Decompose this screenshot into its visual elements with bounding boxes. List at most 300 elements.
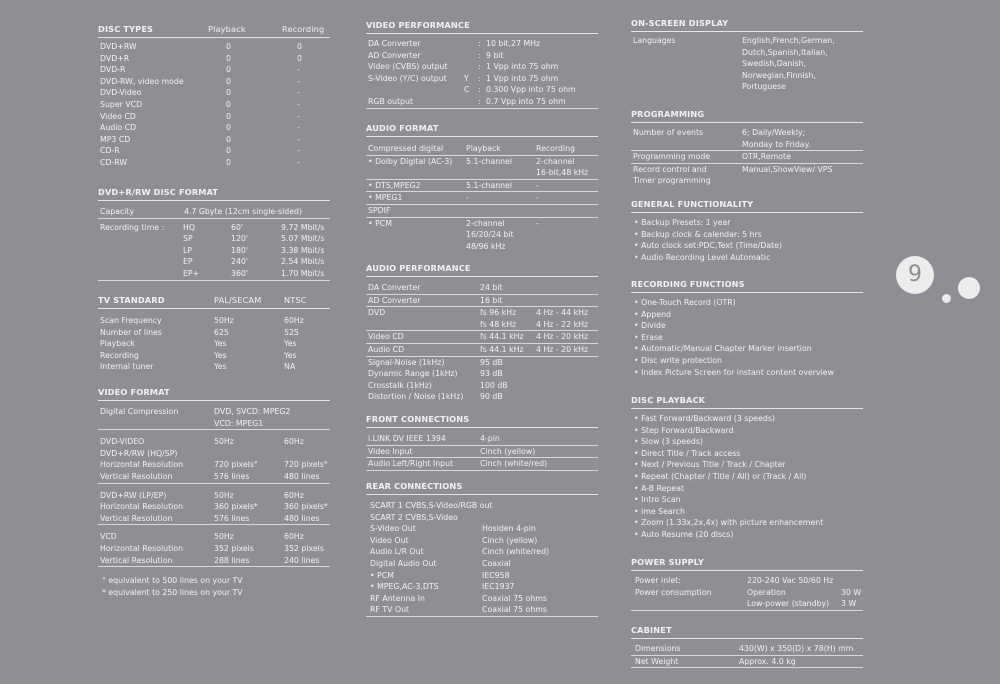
note-2-text: * equivalent to 250 lines on your TV (102, 587, 243, 597)
af-recording: 16-bit,48 kHz (536, 168, 589, 178)
vf-row-ntsc: 480 lines (284, 513, 320, 523)
af-name: • Dolby Digital (AC-3) (368, 156, 453, 166)
note-1-text: ° equivalent to 500 lines on your TV (102, 576, 243, 586)
recording-modes (98, 222, 330, 281)
vp-name: AD Converter (368, 50, 421, 60)
vf-row-ntsc: 360 pixels* (284, 502, 328, 512)
vf-row-ntsc: 60Hz (284, 437, 304, 447)
tv-standard-row (98, 327, 330, 339)
ap-name: Video CD (368, 332, 404, 342)
vp-value: 0.7 Vpp into 75 ohm (486, 96, 566, 106)
front-connections-list (366, 433, 598, 471)
recording-list (631, 297, 863, 378)
list-item-text: • Erase (634, 332, 663, 342)
vf-row-name: Vertical Resolution (100, 555, 173, 565)
ap-name: Dynamic Range (1kHz) (368, 369, 458, 379)
tv-row-ntsc: 525 (284, 327, 299, 337)
disc-type-playback: 0 (226, 146, 231, 156)
col-ntsc: NTSC (284, 295, 307, 305)
dc-label: Digital Compression (100, 407, 179, 416)
fc-value: Cinch (white/red) (480, 459, 548, 469)
audio-format-row (366, 156, 598, 168)
section-title: GENERAL FUNCTIONALITY (631, 199, 863, 213)
prog-value: Monday to Friday. (742, 139, 811, 149)
vf-row-pal: 576 lines (214, 513, 250, 523)
vf-row-pal: 352 pixels (214, 543, 254, 553)
af-recording: - (536, 218, 539, 228)
disc-type-playback: 0 (226, 53, 231, 63)
fc-value: 4-pin (480, 434, 500, 443)
vp-value: 10 bit,27 MHz (486, 39, 541, 48)
vf-row-ntsc: 60Hz (284, 532, 304, 542)
video-format-group (98, 436, 330, 483)
ap-value: fs 96 kHz (480, 308, 517, 318)
rc-name: • PCM (370, 570, 394, 580)
video-performance-list (366, 38, 598, 109)
cabinet-value: Approx. 4.0 kg (739, 656, 796, 666)
capacity-value: 4.7 Gbyte (12cm single-sided) (184, 207, 303, 216)
recording-mode-row (98, 233, 330, 245)
audio-format-list (366, 156, 598, 253)
power-watts: 3 W (841, 599, 857, 609)
ap-value: fs 44.1 kHz (480, 344, 524, 354)
programming-row (631, 164, 863, 176)
rc-name: RF TV Out (370, 605, 410, 615)
vp-sep: : (478, 85, 481, 95)
audio-performance-row (366, 344, 598, 357)
list-item-text: • One-Touch Record (OTR) (634, 298, 736, 307)
vp-name: RGB output (368, 96, 414, 106)
note-1 (98, 575, 330, 587)
mode-name: EP (183, 257, 193, 267)
vf-row-pal: 576 lines (214, 471, 250, 481)
tv-row-name: Number of lines (100, 327, 162, 337)
disc-type-recording: - (297, 99, 300, 109)
vp-value: 1 Vpp into 75 ohm (486, 62, 559, 72)
vf-row-pal: 288 lines (214, 555, 250, 565)
disc-type-playback: 0 (226, 65, 231, 75)
disc-type-recording: - (297, 134, 300, 144)
language-line: Swedish,Danish, (742, 59, 807, 69)
vf-row-pal: 50Hz (214, 437, 234, 447)
rear-connection-row (366, 500, 598, 512)
ap-name: DA Converter (368, 283, 421, 292)
section-title: TV STANDARD (98, 295, 165, 305)
section-title: AUDIO FORMAT (366, 123, 598, 137)
disc-type-name: DVD+RW (100, 42, 137, 51)
vf-row-name: DVD-VIDEO (100, 437, 145, 447)
disc-format-section (98, 187, 330, 281)
ap-name: Signal-Noise (1kHz) (368, 357, 445, 367)
disc-type-row (98, 122, 330, 134)
fc-name: i.LINK DV IEEE 1394 (368, 434, 446, 443)
audio-performance-row (366, 282, 598, 295)
cabinet-name: Net Weight (635, 656, 679, 666)
rc-name: Video Out (370, 535, 409, 545)
rc-name: SCART 1 CVBS,S-Video/RGB out (370, 501, 493, 510)
af-name: • DTS,MPEG2 (368, 180, 421, 190)
rear-connection-row (366, 523, 598, 535)
programming-row (631, 175, 863, 187)
mode-time: 180' (231, 245, 249, 255)
tv-standard-section (98, 295, 330, 373)
disc-type-playback: 0 (226, 123, 231, 133)
list-item (631, 483, 863, 495)
cabinet-name: Dimensions (635, 644, 681, 653)
rc-value: Hosiden 4-pin (482, 524, 536, 534)
list-item (631, 529, 863, 541)
section-title: PROGRAMMING (631, 109, 863, 123)
mode-rate: 9.72 Mbit/s (281, 222, 325, 232)
video-format-group (98, 490, 330, 526)
prog-name: Programming mode (633, 152, 711, 162)
col-playback: Playback (208, 24, 246, 34)
audio-performance-row (366, 307, 598, 319)
tv-row-pal: 50Hz (214, 316, 234, 325)
af-playback: 48/96 kHz (466, 241, 506, 251)
list-item-text: • Step Forward/Backward (634, 425, 734, 435)
section-title: DVD+R/RW DISC FORMAT (98, 187, 330, 201)
disc-type-row (98, 53, 330, 65)
playback-section (631, 395, 863, 541)
section-title: VIDEO FORMAT (98, 387, 330, 401)
vp-value: 1 Vpp into 75 ohm (486, 73, 559, 83)
power-list (631, 575, 863, 611)
fc-name: Video Input (368, 446, 413, 456)
mode-rate: 5.07 Mbit/s (281, 234, 325, 244)
vf-row-name: Vertical Resolution (100, 513, 173, 523)
tv-standard-row (98, 350, 330, 362)
osd-languages (631, 35, 863, 97)
vp-value: 0.300 Vpp into 75 ohm (486, 85, 576, 95)
audio-format-row (366, 218, 598, 230)
disc-type-playback: 0 (226, 134, 231, 144)
video-performance-section (366, 20, 598, 109)
list-item-text: • Index Picture Screen for instant content overview (634, 367, 834, 377)
video-format-row (98, 501, 330, 513)
af-playback: 2-channel (466, 218, 505, 228)
disc-type-name: Audio CD (100, 123, 137, 133)
mode-name: LP (183, 245, 193, 255)
list-item-text: • Slow (3 speeds) (634, 437, 703, 447)
disc-type-playback: 0 (226, 88, 231, 98)
vp-value: 9 bit (486, 50, 504, 60)
section-title: VIDEO PERFORMANCE (366, 20, 598, 34)
power-row (631, 587, 863, 599)
list-item (631, 413, 863, 425)
video-format-group (98, 531, 330, 567)
video-format-row (98, 555, 330, 568)
video-format-row (98, 459, 330, 471)
prog-value: 6; Daily/Weekly; (742, 128, 806, 137)
tv-row-name: Recording (100, 350, 139, 360)
vf-row-ntsc: 60Hz (284, 490, 304, 500)
vp-name: DA Converter (368, 39, 421, 48)
list-item (631, 494, 863, 506)
disc-type-recording: - (297, 88, 300, 98)
ap-name: Audio CD (368, 344, 405, 354)
ap-name: AD Converter (368, 295, 421, 305)
tv-row-name: Scan Frequency (100, 316, 162, 325)
disc-types-section (98, 24, 330, 169)
rc-value: Cinch (yellow) (482, 535, 538, 545)
list-item (631, 517, 863, 529)
rc-name: Audio L/R Out (370, 547, 424, 557)
dc-value-1: DVD, SVCD: MPEG2 (214, 407, 291, 416)
disc-type-row (98, 64, 330, 76)
digital-compression-row (98, 406, 330, 418)
list-item (631, 448, 863, 460)
list-item-text: • Auto clock set:PDC,Text (Time/Date) (634, 241, 783, 251)
list-item-text: • A-B Repeat (634, 483, 685, 493)
audio-performance-row (366, 331, 598, 344)
cabinet-row (631, 656, 863, 669)
col-recording: Recording (536, 144, 575, 153)
language-line: English,French,German, (742, 36, 835, 45)
tv-row-ntsc: Yes (284, 339, 297, 349)
rc-value: Coaxial 75 ohms (482, 605, 547, 615)
vp-sub: C (464, 85, 470, 95)
tv-row-ntsc: NA (284, 362, 296, 372)
rear-connection-row (366, 535, 598, 547)
disc-type-playback: 0 (226, 111, 231, 121)
vf-row-ntsc: 720 pixels° (284, 460, 328, 470)
vf-row-ntsc: 480 lines (284, 471, 320, 481)
fc-name: Audio Left/Right Input (368, 459, 454, 469)
vp-sep: : (478, 73, 481, 83)
tv-standard-row (98, 338, 330, 350)
ap-name: Crosstalk (1kHz) (368, 380, 432, 390)
rc-value: IEC958 (482, 570, 510, 580)
audio-performance-section (366, 263, 598, 403)
af-name: • MPEG1 (368, 193, 403, 203)
rc-value: Coaxial 75 ohms (482, 593, 547, 603)
power-row (631, 598, 863, 611)
disc-type-playback: 0 (226, 99, 231, 109)
mode-time: 60' (231, 222, 244, 232)
prog-name: Record control and (633, 164, 707, 174)
video-format-section (98, 387, 330, 598)
power-value: 220-240 Vac 50/60 Hz (747, 576, 834, 585)
tv-row-name: Internal tuner (100, 362, 154, 372)
col-recording: Recording (282, 24, 325, 34)
audio-format-row (366, 167, 598, 180)
list-item (631, 425, 863, 437)
section-title: CABINET (631, 625, 863, 639)
disc-type-row (98, 145, 330, 157)
ap-value: 95 dB (480, 357, 503, 367)
rc-value: Cinch (white/red) (482, 547, 550, 557)
rc-name: S-Video Out (370, 524, 416, 534)
audio-format-row (366, 180, 598, 193)
power-section (631, 557, 863, 611)
list-item-text: • Audio Recording Level Automatic (634, 252, 771, 262)
disc-type-recording: - (297, 146, 300, 156)
list-item (631, 297, 863, 309)
vp-sep: : (478, 50, 481, 60)
ap-value: fs 48 kHz (480, 319, 517, 329)
mode-time: 240' (231, 257, 249, 267)
audio-performance-list (366, 282, 598, 403)
video-performance-row (366, 38, 598, 50)
rc-value: IEC1937 (482, 582, 515, 592)
section-title: ON-SCREEN DISPLAY (631, 18, 863, 32)
mode-name: HQ (183, 222, 195, 232)
vp-sep: : (478, 39, 481, 48)
disc-type-name: Super VCD (100, 99, 143, 109)
vf-row-name: Horizontal Resolution (100, 502, 184, 512)
af-playback: - (466, 193, 469, 203)
tv-row-pal: 625 (214, 327, 229, 337)
list-item-text: • ime Search (634, 506, 685, 516)
languages-label: Languages (633, 36, 676, 45)
col-compressed: Compressed digital (368, 144, 444, 153)
front-connection-row (366, 446, 598, 459)
video-format-row (98, 471, 330, 484)
tv-row-pal: Yes (214, 350, 227, 360)
list-item (631, 320, 863, 332)
vf-row-name: Horizontal Resolution (100, 460, 184, 470)
tv-row-ntsc: Yes (284, 350, 297, 360)
audio-format-row (366, 205, 598, 218)
disc-type-name: DVD-Video (100, 88, 142, 98)
video-format-groups (98, 436, 330, 567)
vf-row-pal: 360 pixels* (214, 502, 258, 512)
audio-format-row (366, 229, 598, 241)
rear-connection-row (366, 570, 598, 582)
video-performance-row (366, 50, 598, 62)
power-row (631, 575, 863, 587)
disc-type-name: MP3 CD (100, 134, 131, 144)
list-item (631, 506, 863, 518)
tv-row-name: Playback (100, 339, 135, 349)
disc-type-row (98, 87, 330, 99)
rc-name: Digital Audio Out (370, 558, 437, 568)
disc-type-name: DVD+R (100, 53, 130, 63)
list-item-text: • Fast Forward/Backward (3 speeds) (634, 414, 775, 423)
audio-format-section (366, 123, 598, 252)
decorative-dot-small (942, 294, 951, 303)
vf-row-ntsc: 240 lines (284, 555, 320, 565)
disc-type-playback: 0 (226, 42, 231, 51)
ap-name: DVD (368, 308, 386, 318)
general-list (631, 217, 863, 263)
language-line: Dutch,Spanish,Italian, (742, 47, 828, 57)
disc-type-name: Video CD (100, 111, 136, 121)
list-item-text: • Zoom (1.33x,2x,4x) with picture enhancement (634, 518, 824, 528)
recording-mode-row (98, 222, 330, 234)
audio-format-header-row (366, 143, 598, 156)
video-performance-row (366, 96, 598, 109)
vf-row-pal: 50Hz (214, 490, 234, 500)
ap-value: 24 bit (480, 283, 503, 292)
power-value: Low-power (standby) (747, 599, 830, 609)
list-item (631, 355, 863, 367)
disc-type-recording: 0 (297, 42, 302, 51)
list-item-text: • Intro Scan (634, 495, 681, 505)
col-pal: PAL/SECAM (214, 295, 262, 305)
list-item (631, 217, 863, 229)
disc-type-playback: 0 (226, 76, 231, 86)
recording-section (631, 279, 863, 378)
af-recording: - (536, 193, 539, 203)
list-item (631, 309, 863, 321)
capacity-row (98, 206, 330, 218)
list-item (631, 459, 863, 471)
disc-type-playback: 0 (226, 157, 231, 167)
ap-name: Distortion / Noise (1kHz) (368, 392, 464, 402)
list-item (631, 240, 863, 252)
list-item-text: • Automatic/Manual Chapter Marker insertion (634, 344, 812, 354)
power-watts: 30 W (841, 587, 862, 597)
rc-name: • MPEG,AC-3,DTS (370, 582, 439, 592)
cabinet-row (631, 643, 863, 656)
digital-compression-row-2 (98, 418, 330, 431)
vf-row-name: Horizontal Resolution (100, 543, 184, 553)
disc-types-header (98, 24, 330, 38)
list-item-text: • Divide (634, 321, 666, 331)
disc-type-recording: - (297, 65, 300, 75)
disc-type-recording: - (297, 111, 300, 121)
disc-type-row (98, 134, 330, 146)
section-title: FRONT CONNECTIONS (366, 414, 598, 428)
tv-row-ntsc: 60Hz (284, 316, 304, 325)
list-item (631, 343, 863, 355)
disc-type-name: DVD-R (100, 65, 126, 75)
prog-name: Number of events (633, 128, 704, 137)
list-item-text: • Backup Presets: 1 year (634, 218, 731, 227)
ap-value: 90 dB (480, 392, 503, 402)
video-format-row (98, 531, 330, 543)
language-line: Portuguese (742, 82, 786, 92)
power-name: Power inlet: (635, 576, 681, 585)
vf-row-pal: 50Hz (214, 532, 234, 542)
video-format-row (98, 436, 330, 448)
disc-type-recording: - (297, 76, 300, 86)
osd-section (631, 18, 863, 97)
power-name: Power consumption (635, 587, 712, 597)
disc-type-name: DVD-RW, video mode (100, 76, 184, 86)
front-connection-row (366, 458, 598, 471)
af-name: SPDIF (368, 205, 391, 215)
mode-time: 360' (231, 268, 249, 278)
disc-type-name: CD-RW (100, 157, 128, 167)
vf-row-pal: 720 pixels° (214, 460, 258, 470)
vp-name: Video (CVBS) output (368, 62, 448, 72)
disc-type-row (98, 76, 330, 88)
rear-connection-row (366, 581, 598, 593)
tv-row-pal: Yes (214, 362, 227, 372)
recording-mode-row (98, 268, 330, 281)
vp-name: S-Video (Y/C) output (368, 73, 447, 83)
tv-row-pal: Yes (214, 339, 227, 349)
ap-value: fs 44.1 kHz (480, 332, 524, 342)
ap-range: 4 Hz - 22 kHz (536, 319, 589, 329)
vf-row-name: DVD+R/RW (HQ/SP) (100, 448, 178, 458)
vf-row-ntsc: 352 pixels (284, 543, 324, 553)
programming-list (631, 127, 863, 187)
disc-type-row (98, 99, 330, 111)
audio-performance-row (366, 380, 598, 392)
programming-row (631, 127, 863, 139)
list-item-text: • Append (634, 309, 671, 319)
vp-sep: : (478, 62, 481, 72)
mode-rate: 3.38 Mbit/s (281, 245, 325, 255)
ap-range: 4 Hz - 20 kHz (536, 332, 589, 342)
playback-list (631, 413, 863, 541)
af-playback: 16/20/24 bit (466, 230, 514, 240)
capacity-label: Capacity (100, 207, 135, 216)
